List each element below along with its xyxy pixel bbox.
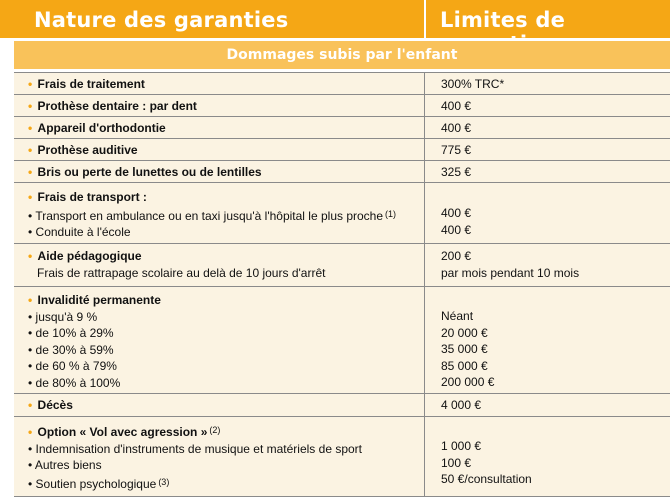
row-label: Option « Vol avec agression »	[37, 425, 208, 439]
row-value: 4 000 €	[441, 398, 482, 412]
row-value: 400 €	[441, 121, 472, 135]
row-value: 400 €	[441, 222, 472, 237]
row-value: 400 €	[441, 206, 472, 220]
table-row	[14, 138, 670, 160]
table-row	[14, 160, 670, 182]
row-label: Frais de traitement	[37, 77, 145, 91]
footnote-ref: (1)	[385, 208, 397, 219]
table-row	[14, 94, 670, 116]
bullet-icon: •	[28, 165, 33, 179]
row-item: jusqu'à 9 %	[35, 309, 98, 324]
row-value: 775 €	[441, 143, 472, 157]
bullet-icon: •	[28, 293, 33, 307]
bullet-icon: •	[28, 143, 33, 157]
row-value: 1 000 €	[441, 439, 482, 453]
bullet-icon: •	[28, 99, 33, 113]
header-limites: Limites de	[440, 8, 566, 32]
bullet-icon: •	[28, 398, 33, 412]
row-value: 20 000 €	[441, 325, 488, 340]
header-nature: Nature des garanties	[34, 8, 289, 32]
row-value: 200 €	[441, 249, 472, 263]
row-value: 100 €	[441, 455, 472, 470]
row-value: Néant	[441, 309, 474, 323]
table-header	[0, 0, 670, 38]
row-label: Frais de transport :	[37, 190, 147, 204]
row-value: 300% TRC*	[441, 77, 505, 91]
table-row	[14, 243, 670, 286]
bullet-icon: •	[28, 121, 33, 135]
bullet-icon: •	[28, 249, 33, 263]
row-item: Transport en ambulance ou en taxi jusqu'à l'hôpital le plus proche	[35, 208, 384, 223]
table-row: • Invalidité permanente • jusqu'à 9 % • de 10% à 29% • de 30% à 59% • de 60 % à 79% • de 80% à 100% Néant 20 000 € 35 000 € 85 000 € 200 000 €	[14, 286, 670, 393]
row-value: 50 €/consultation	[441, 472, 532, 486]
row-label: Bris ou perte de lunettes ou de lentilles	[37, 165, 262, 179]
table-row: • Frais de transport : • Transport en ambulance ou en taxi jusqu'à l'hôpital le plus proche $^{(1)}$ • Conduite à l'école 400 € 400 €	[14, 182, 670, 243]
footnote-ref: (3)	[158, 476, 170, 487]
table-bottom-border	[14, 496, 670, 497]
bullet-icon: •	[28, 425, 33, 439]
row-value: 200 000 €	[441, 375, 495, 389]
row-value: 35 000 €	[441, 342, 488, 356]
table-row	[14, 393, 670, 416]
row-label: Prothèse dentaire : par dent	[37, 99, 197, 113]
row-label: Appareil d'orthodontie	[37, 121, 166, 135]
row-item: de 10% à 29%	[35, 326, 114, 340]
bullet-icon: •	[28, 77, 33, 91]
table-row: • Option « Vol avec agression » $^{(2)}$ • Indemnisation d'instruments de musique et matériels de sport • Autres biens • Soutien psychologique $^{(3)}$ 1 000 € 100 € 50 €/consultation	[14, 416, 670, 497]
section-title: Dommages subis par l'enfant	[14, 41, 670, 69]
table-row	[14, 72, 670, 94]
row-label: Prothèse auditive	[37, 143, 138, 157]
row-item: de 30% à 59%	[35, 342, 114, 357]
row-item: Frais de rattrapage scolaire au delà de 10 jours d'arrêt	[37, 265, 326, 280]
row-value: 400 €	[441, 99, 472, 113]
row-label: Décès	[37, 398, 73, 412]
table-row	[14, 116, 670, 138]
row-item: Soutien psychologique	[35, 476, 157, 491]
row-item: Indemnisation d'instruments de musique et matériels de sport	[35, 441, 363, 456]
row-item: Autres biens	[34, 458, 102, 472]
row-label: Aide pédagogique	[37, 249, 142, 263]
footnote-ref: (2)	[209, 425, 221, 435]
bullet-icon: •	[28, 190, 33, 204]
row-item: de 60 % à 79%	[35, 359, 117, 373]
row-label: Invalidité permanente	[37, 293, 161, 307]
row-item: Conduite à l'école	[35, 225, 131, 239]
row-value: 325 €	[441, 165, 472, 179]
row-item: de 80% à 100%	[35, 375, 121, 390]
header-divider	[424, 0, 426, 38]
row-value: 85 000 €	[441, 358, 488, 373]
row-value: par mois pendant 10 mois	[441, 265, 580, 280]
